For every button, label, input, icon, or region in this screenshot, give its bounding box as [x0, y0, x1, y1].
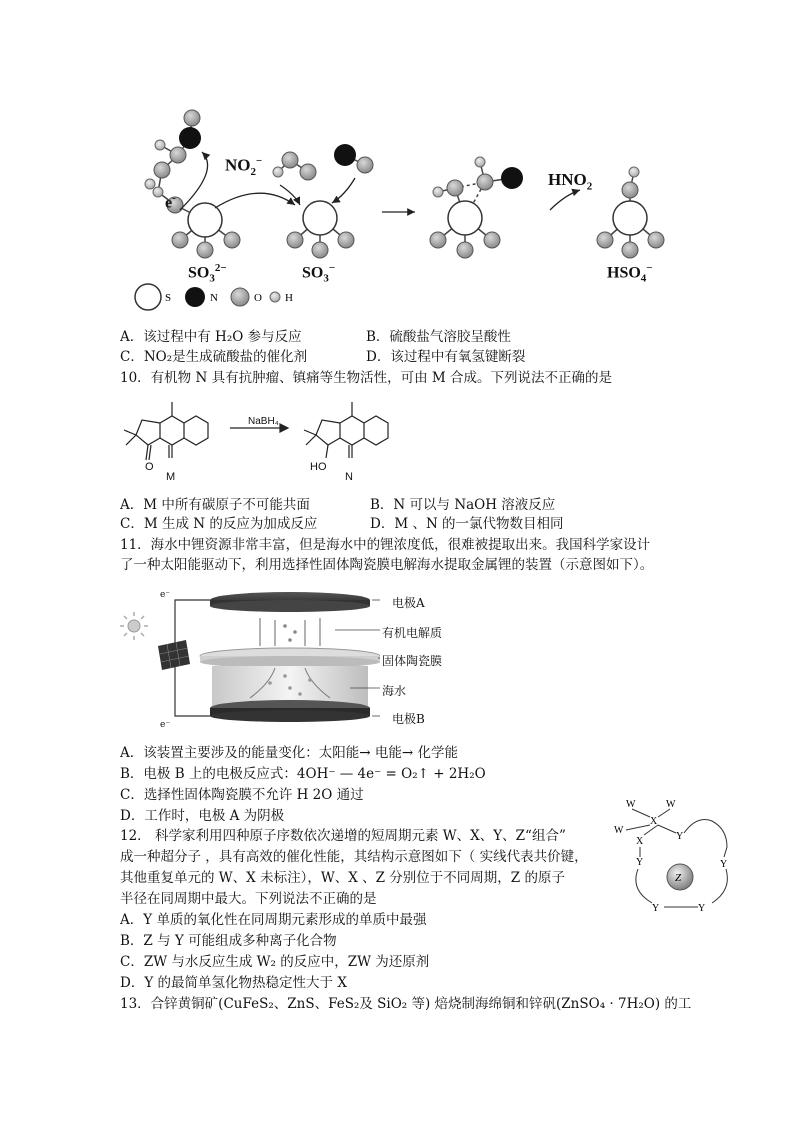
fig-y-2: Y	[636, 857, 644, 868]
q10-option-d: D．M 、N 的一氯代物数目相同	[370, 516, 564, 532]
q12-option-a: A．Y 单质的氧化性在同周期元素形成的单质中最强	[120, 912, 427, 928]
electron-flow-top: e⁻	[160, 590, 171, 600]
q9-option-b: B．硫酸盐气溶胶呈酸性	[366, 329, 511, 345]
label-electrode-a: 电极A	[392, 596, 425, 610]
q13-stem: 13．合锌黄铜矿(CuFeS₂、ZnS、FeS₂及 SiO₂ 等) 焙烧制海绵铜和锌矾(ZnSO₄ · 7H₂O) 的工	[120, 996, 692, 1012]
q12-supramolecule-figure	[612, 795, 762, 920]
electron-label: e-	[165, 192, 176, 212]
q9-option-d: D．该过程中有氧氢键断裂	[366, 349, 526, 365]
fig-x-1: X	[650, 816, 658, 827]
electron-flow-bottom: e⁻	[160, 720, 171, 730]
label-electrode-b: 电极B	[392, 712, 425, 726]
hno2-label: $HNO_2$	[548, 170, 593, 193]
q12-stem-line3: 其他重复单元的 W、X 未标注），W、X 、Z 分别位于不同周期，Z 的原子	[120, 870, 565, 886]
q12-stem-line4: 半径在同周期中最大。下列说法不正确的是	[120, 891, 377, 907]
fig-y-3: Y	[720, 859, 728, 870]
q12-stem-line2: 成一种超分子 ，具有高效的催化性能，其结构示意图如下（ 实线代表共价键，	[120, 849, 588, 865]
legend-o: O	[254, 292, 262, 304]
bisulfate-label: $HSO_4^-$	[607, 262, 653, 285]
q10-n-ho: HO	[310, 461, 327, 473]
q11-option-b: B．电极 B 上的电极反应式：4OH⁻ — 4e⁻ = O₂↑ + 2H₂O	[120, 766, 486, 782]
q11-stem-line1: 11．海水中锂资源非常丰富，但是海水中的锂浓度低，很难被提取出来。我国科学家设计	[120, 537, 651, 553]
q11-stem-line2: 了一种太阳能驱动下，利用选择性固体陶瓷膜电解海水提取金属锂的装置（示意图如下）。	[120, 557, 654, 573]
legend-n: N	[210, 292, 218, 304]
q10-label-m: M	[166, 471, 176, 483]
label-seawater: 海水	[382, 684, 407, 698]
q10-option-a: A．M 中所有碳原子不可能共面	[120, 497, 310, 513]
fig-z: Z	[675, 872, 682, 884]
legend-s: S	[165, 292, 172, 304]
q11-option-d: D．工作时，电极 A 为阴极	[120, 808, 285, 824]
q10-label-n: N	[345, 471, 353, 483]
q9-option-c: C．NO₂是生成硫酸盐的催化剂	[120, 349, 308, 365]
label-ceramic-membrane: 固体陶瓷膜	[382, 654, 443, 668]
fig-y-4: Y	[652, 903, 660, 914]
q11-option-a: A．该装置主要涉及的能量变化：太阳能→ 电能→ 化学能	[120, 745, 458, 761]
so3-radical-label: $SO_3^-$	[302, 262, 336, 285]
q12-option-b: B．Z 与 Y 可能组成多种离子化合物	[120, 933, 337, 949]
label-organic-electrolyte: 有机电解质	[382, 626, 443, 640]
q12-option-c: C．ZW 与水反应生成 W₂ 的反应中，ZW 为还原剂	[120, 954, 430, 970]
fig-y-1: Y	[676, 831, 684, 842]
q11-electrolysis-device-figure	[120, 588, 380, 738]
q12-option-d: D．Y 的最简单氢化物热稳定性大于 X	[120, 975, 347, 991]
no2-minus-label: $NO_2^-$	[225, 155, 263, 179]
q10-option-b: B．N 可以与 NaOH 溶液反应	[370, 497, 556, 513]
fig-w-1: W	[626, 799, 636, 810]
fig-w-3: W	[614, 825, 624, 836]
q9-option-a: A．该过程中有 H₂O 参与反应	[120, 329, 302, 345]
legend-h: H	[285, 292, 293, 304]
q10-option-c: C．M 生成 N 的反应为加成反应	[120, 516, 318, 532]
fig-x-2: X	[636, 836, 644, 847]
q11-option-c: C．选择性固体陶瓷膜不允许 H 2O 通过	[120, 787, 364, 803]
sulfite-label: $SO_3^{2-}$	[188, 262, 227, 285]
fig-y-5: Y	[698, 903, 706, 914]
q12-stem-line1: 12． 科学家利用四种原子序数依次递增的短周期元素 W、X、Y、Z“组合”	[120, 828, 566, 844]
q10-stem: 10．有机物 N 具有抗肿瘤、镇痛等生物活性，可由 M 合成。下列说法不正确的是	[120, 370, 612, 386]
fig-w-2: W	[666, 799, 676, 810]
q10-m-o: O	[145, 461, 154, 473]
q10-reagent: NaBH₄	[248, 416, 279, 427]
